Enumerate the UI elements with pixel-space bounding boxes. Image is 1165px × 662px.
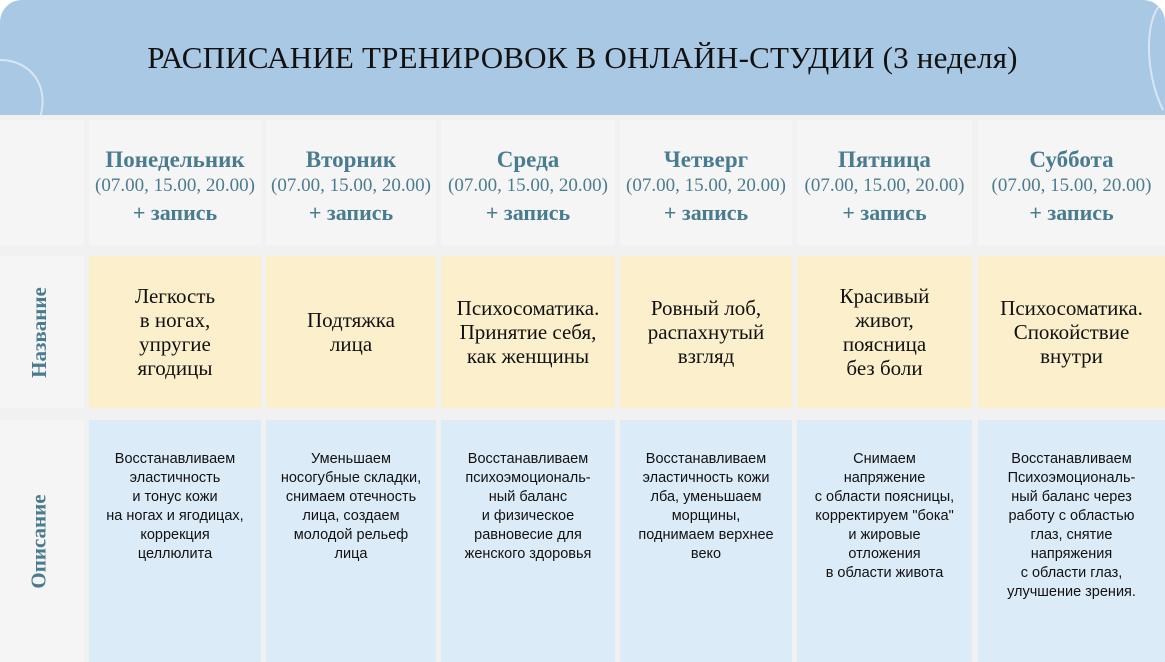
day-times: (07.00, 15.00, 20.00) [95, 175, 255, 196]
signup-link-wednesday[interactable]: + запись [485, 200, 571, 225]
day-name: Пятница [838, 147, 931, 172]
day-times: (07.00, 15.00, 20.00) [448, 175, 608, 196]
row-label-name: Название [26, 286, 51, 378]
day-header-friday [797, 120, 972, 245]
page-title: РАСПИСАНИЕ ТРЕНИРОВОК В ОНЛАЙН-СТУДИИ (3 неделя) [147, 40, 1018, 75]
workout-name-saturday: Психосоматика. Спокойствие внутри [978, 256, 1165, 408]
day-name: Суббота [1029, 147, 1114, 172]
workout-description-tuesday: Уменьшаем носогубные складки, снимаем отечность лица, создаем молодой рельеф лица [266, 420, 436, 662]
signup-link-tuesday[interactable]: + запись [308, 200, 394, 225]
workout-name-friday: Красивый живот, поясница без боли [797, 256, 972, 408]
workout-description-monday: Восстанавливаем эластичность и тонус кожи на ногах и ягодицах, коррекция целлюлита [89, 420, 261, 662]
day-name: Четверг [663, 147, 749, 172]
signup-link-friday[interactable]: + запись [842, 200, 927, 225]
day-header-wednesday [441, 120, 615, 245]
day-times: (07.00, 15.00, 20.00) [991, 175, 1152, 196]
day-header-saturday [978, 120, 1165, 245]
signup-link-thursday[interactable]: + запись [663, 200, 749, 225]
day-header-thursday [620, 120, 792, 245]
workout-name-tuesday: Подтяжка лица [266, 256, 436, 408]
corner-cell [0, 120, 84, 245]
day-header-monday [89, 120, 261, 245]
day-times: (07.00, 15.00, 20.00) [626, 175, 786, 196]
schedule-table [0, 115, 1165, 662]
workout-description-wednesday: Восстанавливаем психоэмоциональ- ный баланс и физическое равновесие для женского здоровья [441, 420, 615, 662]
workout-name-monday: Легкость в ногах, упругие ягодицы [89, 256, 261, 408]
day-times: (07.00, 15.00, 20.00) [804, 175, 965, 196]
workout-description-saturday: Восстанавливаем Психоэмоциональ- ный баланс через работу с областью глаз, снятие напряжения с области глаз, улучшение зрения. [978, 420, 1165, 662]
day-name: Вторник [305, 147, 397, 172]
row-label-description: Описание [26, 493, 51, 589]
signup-link-monday[interactable]: + запись [132, 200, 218, 225]
workout-description-thursday: Восстанавливаем эластичность кожи лба, уменьшаем морщины, поднимаем верхнее веко [620, 420, 792, 662]
workout-description-friday: Снимаем напряжение с области поясницы, корректируем "бока" и жировые отложения в области живота [797, 420, 972, 662]
signup-link-saturday[interactable]: + запись [1029, 200, 1114, 225]
day-header-tuesday [266, 120, 436, 245]
workout-name-thursday: Ровный лоб, распахнутый взгляд [620, 256, 792, 408]
header-banner [0, 0, 1165, 115]
day-name: Среда [496, 147, 560, 172]
workout-name-wednesday: Психосоматика. Принятие себя, как женщины [441, 256, 615, 408]
day-times: (07.00, 15.00, 20.00) [271, 175, 431, 196]
day-name: Понедельник [105, 147, 245, 172]
